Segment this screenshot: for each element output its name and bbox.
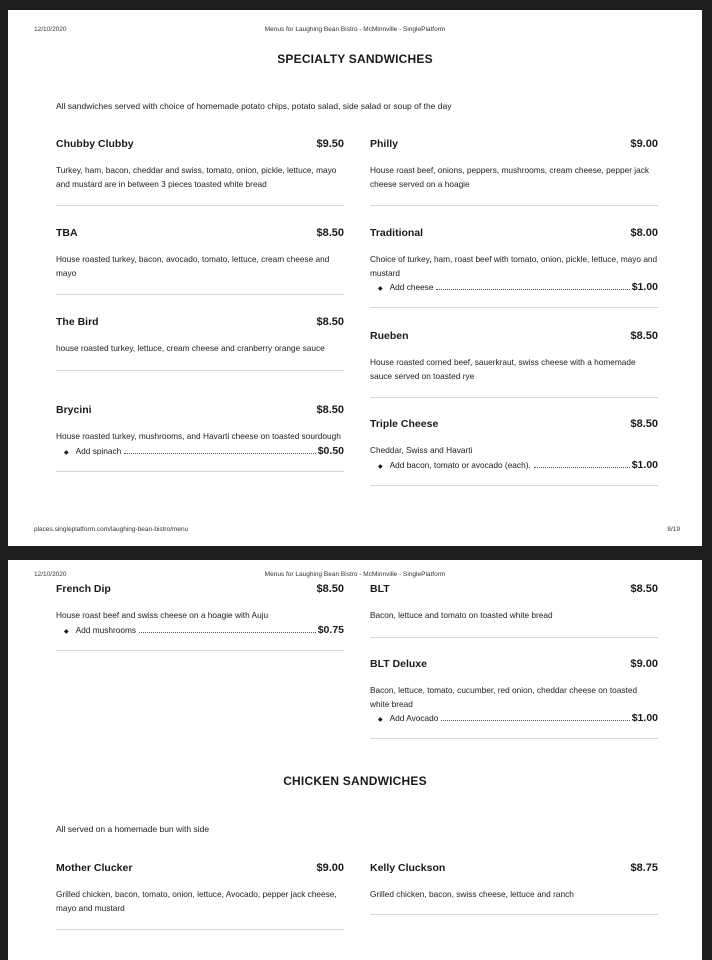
item-name: French Dip (56, 583, 111, 595)
addon-price: $1.00 (631, 281, 658, 293)
addon-line (370, 459, 658, 471)
item-price: $9.50 (316, 138, 344, 150)
page-date: 12/10/2020 (34, 571, 67, 578)
dot-leader (534, 467, 630, 468)
divider (370, 397, 658, 398)
item-description: House roasted turkey, mushrooms, and Havarti cheese on toasted sourdough (56, 431, 341, 441)
item-price: $8.50 (316, 583, 344, 595)
menu-item (56, 583, 344, 651)
item-name: Triple Cheese (370, 418, 439, 430)
divider (370, 637, 658, 638)
divider (56, 650, 344, 651)
bullet-icon: ◆ (64, 449, 69, 456)
bullet-icon: ◆ (378, 463, 383, 470)
item-description: House roasted turkey, bacon, avocado, tomato, lettuce, cream cheese and mayo (56, 254, 330, 278)
divider (370, 914, 658, 915)
menu-item (370, 330, 658, 398)
dot-leader (436, 289, 629, 290)
divider (56, 929, 344, 930)
menu-item (370, 418, 658, 486)
item-name: Kelly Cluckson (370, 862, 446, 874)
divider (56, 471, 344, 472)
item-price: $9.00 (630, 658, 658, 670)
item-description: House roast beef, onions, peppers, mushrooms, cream cheese, pepper jack cheese served on a hoagie (370, 165, 650, 189)
dot-leader (441, 720, 629, 721)
menu-item (56, 862, 344, 930)
addon-price: $1.00 (631, 458, 658, 471)
item-description: Turkey, ham, bacon, cheddar and swiss, tomato, onion, pickle, lettuce, mayo and mustard are in between 3 pieces toasted white bread (56, 165, 337, 189)
divider (370, 307, 658, 308)
addon-label: Add bacon, tomato or avocado (each). (389, 459, 531, 470)
section-title-specialty: SPECIALTY SANDWICHES (277, 52, 433, 66)
section-title-chicken: CHICKEN SANDWICHES (283, 774, 427, 788)
divider (56, 294, 344, 295)
item-price: $8.75 (630, 862, 658, 874)
item-description: House roasted corned beef, sauerkraut, swiss cheese with a homemade sauce served on toasted rye (370, 357, 636, 381)
addon-line (56, 624, 344, 636)
addon-line (370, 281, 658, 293)
footer-url: places.singleplatform.com/laughing-bean-bistro/menu (34, 526, 189, 533)
menu-item (370, 862, 658, 915)
menu-item (56, 316, 344, 371)
item-name: The Bird (56, 316, 99, 328)
item-price: $8.50 (630, 330, 658, 342)
item-name: Philly (370, 138, 399, 150)
footer-page-number: 8/19 (667, 526, 680, 533)
item-price: $8.50 (630, 583, 658, 595)
addon-label: Add mushrooms (75, 624, 137, 635)
menu-item (370, 583, 658, 638)
item-description: Cheddar, Swiss and Havarti (370, 445, 473, 455)
addon-line (370, 712, 658, 724)
item-name: Traditional (370, 227, 424, 239)
divider (370, 205, 658, 206)
menu-item (370, 138, 658, 206)
divider (370, 738, 658, 739)
item-description: Choice of turkey, ham, roast beef with tomato, onion, pickle, lettuce, mayo and mustard (370, 254, 658, 278)
addon-label: Add cheese (389, 282, 434, 292)
addon-label: Add Avocado (389, 713, 439, 723)
divider (56, 205, 344, 206)
menu-item (56, 227, 344, 295)
item-description: Grilled chicken, bacon, tomato, onion, lettuce, Avocado, pepper jack cheese, mayo and mustard (56, 889, 337, 913)
item-name: BLT Deluxe (370, 658, 427, 670)
item-price: $8.00 (630, 227, 658, 239)
addon-label: Add spinach (75, 445, 122, 456)
section-note: All served on a homemade bun with side (56, 824, 210, 834)
addon-price: $1.00 (631, 712, 658, 724)
item-name: Rueben (370, 330, 409, 342)
item-description: house roasted turkey, lettuce, cream cheese and cranberry orange sauce (56, 343, 325, 353)
menu-item (56, 138, 344, 206)
item-description: Bacon, lettuce, tomato, cucumber, red onion, cheddar cheese on toasted white bread (370, 685, 638, 709)
item-price: $9.00 (630, 138, 658, 150)
bullet-icon: ◆ (378, 717, 383, 723)
item-description: Bacon, lettuce and tomato on toasted white bread (370, 610, 553, 620)
bullet-icon: ◆ (64, 628, 69, 635)
menu-page-1 (8, 10, 702, 546)
menu-page-2 (8, 560, 702, 960)
item-price: $8.50 (316, 316, 344, 328)
item-price: $8.50 (316, 227, 344, 239)
bullet-icon: ◆ (378, 286, 383, 292)
item-description: House roast beef and swiss cheese on a hoagie with Auju (56, 610, 269, 620)
page-date: 12/10/2020 (34, 26, 67, 33)
menu-item (370, 658, 658, 739)
section-note: All sandwiches served with choice of homemade potato chips, potato salad, side salad or soup of the day (56, 101, 452, 111)
item-description: Grilled chicken, bacon, swiss cheese, lettuce and ranch (370, 889, 574, 899)
item-name: Brycini (56, 404, 92, 416)
item-price: $8.50 (630, 418, 658, 430)
item-name: TBA (56, 227, 78, 239)
item-price: $8.50 (316, 404, 344, 416)
page-header-title: Menus for Laughing Bean Bistro - McMinnville - SinglePlatform (264, 571, 446, 578)
addon-price: $0.75 (317, 623, 344, 636)
item-name: BLT (370, 583, 390, 595)
item-price: $9.00 (316, 862, 344, 874)
menu-item (370, 227, 658, 308)
addon-line (56, 445, 344, 457)
item-name: Mother Clucker (56, 862, 133, 874)
page-header-title: Menus for Laughing Bean Bistro - McMinnville - SinglePlatform (264, 26, 446, 33)
divider (56, 370, 344, 371)
divider (370, 485, 658, 486)
addon-price: $0.50 (317, 444, 344, 457)
dot-leader (124, 453, 315, 454)
dot-leader (139, 632, 316, 633)
menu-item (56, 404, 344, 472)
item-name: Chubby Clubby (56, 138, 134, 150)
